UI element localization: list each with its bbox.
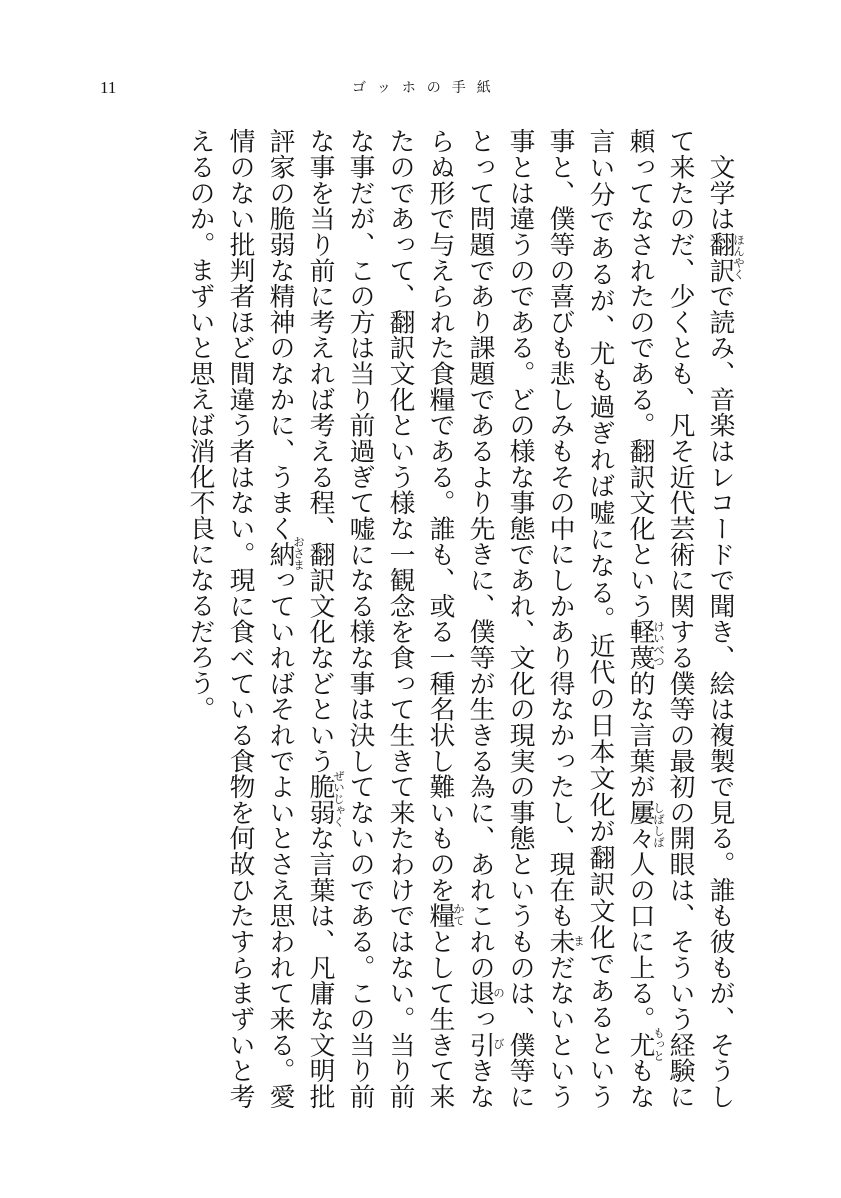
text-column (420, 128, 466, 1109)
ruby-base-text: 翻訳 (705, 231, 735, 283)
text-run: もな (625, 1057, 655, 1110)
ruby-annotation: ほんやく (732, 234, 746, 280)
ruby-base-text: 退 (465, 979, 495, 1006)
page-number: 11 (100, 78, 117, 97)
ruby-base-text: 脆弱 (305, 773, 335, 826)
ruby-annotation: しばしば (652, 801, 666, 848)
text-column (340, 128, 380, 1109)
text-run: 評家の脆弱な精神のなかに、うまく (265, 128, 295, 542)
ruby-base-text: 屢々 (625, 799, 655, 851)
text-run: 頼ってなされたのである。翻訳文化という (625, 128, 655, 619)
text-run: な事を当り前に考えれば考える程、翻訳文化などという (305, 128, 335, 774)
text-run: な言葉は、凡庸な文明批 (305, 825, 335, 1109)
text-run: 情のない批判者ほど間違う者はない。現に食べている食物を何故ひたすらまずいと考 (225, 128, 255, 1109)
text-column (500, 128, 540, 1109)
text-run: な事だが、この方は当り前過ぎて嘘になる様な事は決してないのである。この当り前 (345, 128, 375, 1109)
ruby-annotation: かて (452, 903, 466, 927)
text-run: たのであって、翻訳文化という様な一観念を食って生きて来たわけではない。当り前 (385, 128, 415, 1109)
text-column (580, 128, 620, 1109)
running-title: ゴッホの手紙 (352, 80, 502, 96)
ruby-annotation: の (492, 986, 506, 999)
text-run: で読み、音楽はレコードで聞き、絵は複製で見る。誰も彼もが、そうし (705, 282, 735, 1109)
text-run: とって問題であり課題であるより先きに、僕等が生きる為に、あれこれの (465, 128, 495, 980)
text-column (660, 128, 700, 1109)
text-column (700, 128, 746, 1109)
text-run: として生きて来 (425, 928, 455, 1109)
text-column (380, 128, 420, 1109)
ruby-annotation: おさま (292, 536, 306, 571)
text-run: て来たのだ、少くとも、凡そ近代芸術に関する僕等の最初の開眼は、そういう経験に (665, 128, 695, 1109)
text-run: 人の口に上る。 (625, 850, 655, 1032)
text-run: 文学は (705, 128, 735, 232)
ruby-base-text: 尤 (625, 1031, 655, 1058)
text-run: 言い分であるが、尤も過ぎれば嘘になる。近代の日本文化が翻訳文化であるという (585, 128, 615, 1109)
ruby-base-text: 糧 (425, 902, 455, 929)
ruby-base-text: 未 (545, 928, 575, 955)
text-column (260, 128, 306, 1109)
ruby-base-text: 納 (265, 541, 295, 567)
ruby-annotation: ま (572, 934, 586, 947)
text-run: らぬ形で与えられた食糧である。誰も、或る一種名状し難いものを (425, 128, 455, 903)
ruby-annotation: び (492, 1038, 506, 1050)
ruby-base-text: 軽蔑 (625, 618, 655, 671)
text-column (220, 128, 260, 1109)
text-column (540, 128, 586, 1109)
text-run: 事とは違うのである。どの様な事態であれ、文化の現実の事態というものは、僕等に (505, 128, 535, 1109)
text-run: 事と、僕等の喜びも悲しみもその中にしかあり得なかったし、現在も (545, 128, 575, 929)
text-run: っ (465, 1005, 495, 1032)
text-run: えるのか。まずいと思えば消化不良になるだろう。 (185, 128, 215, 722)
text-column (300, 128, 346, 1109)
ruby-annotation: ぜいじゃく (332, 770, 346, 828)
text-column (180, 128, 220, 1109)
text-run: 的な言葉が (625, 670, 655, 800)
ruby-base-text: 引 (465, 1031, 495, 1058)
text-run: だないという (545, 954, 575, 1109)
text-body (180, 128, 746, 1110)
text-run: っていればそれでよいとさえ思われて来る。愛 (265, 566, 295, 1109)
text-run: きな (465, 1057, 495, 1109)
ruby-annotation: けいべつ (652, 621, 666, 667)
text-column (620, 128, 666, 1110)
ruby-annotation: もっと (652, 1026, 666, 1062)
text-column (460, 128, 506, 1109)
